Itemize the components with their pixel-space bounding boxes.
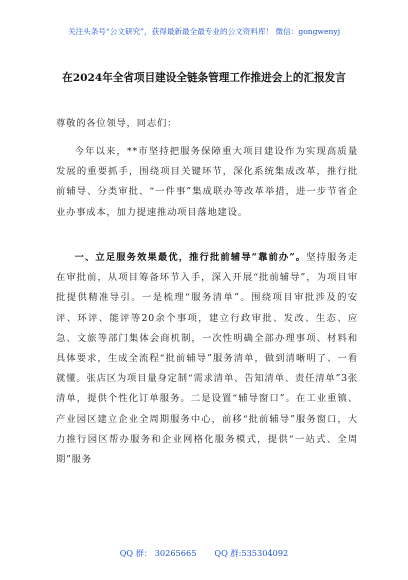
section-body: 坚持服务走在审批前，从项目筹备环节入手，深入开展“批前辅导”，为项目审批提供精准导引。一是梳理“服务清单”。围绕项目审批涉及的安评、环评、能评等20余个事项，建立行政审批、发改、生态、应急、文旅等部门集体会商机制，一次性明确全部办理事项、材料和具体要求，生成全流程“批前辅导”服务清单，做到清晰明了、一看就懂。张店区为项目量身定制“需求清单、告知清单、责任清单”3张清单，提供个性化订单服务。二是设置“辅导窗口”。在工业重镇、产业园区建立企业全周期服务中心，前移“批前辅导”服务窗口，大力推行园区帮办服务和企业网格化服务模式，提供“一站式、全周期”服务 — [56, 252, 358, 466]
header-banner: 关注头条号“公文研究”，获得最新最全最专业的公文资料库！ 微信：gongwenyj — [67, 27, 341, 36]
footer-qq-group-1: QQ 群： 30265665 — [119, 548, 197, 558]
salutation: 尊敬的各位领导，同志们： — [56, 118, 178, 129]
footer-banner — [0, 548, 408, 559]
paragraph-intro: 今年以来，**市坚持把服务保障重大项目建设作为实现高质量发展的重要抓手，围绕项目关键环节，深化系统集成改革，推行批前辅导、分类审批、“一件事”集成联办等改革举措，进一步节省企业办事成本，加力提速推动项目落地建设。 — [56, 146, 358, 218]
footer-qq-group-2: QQ 群:535304092 — [214, 548, 289, 558]
paragraph-section-one — [56, 248, 358, 470]
section-heading: 一、立足服务效果最优，推行批前辅导“靠前办”。 — [74, 252, 307, 263]
document-title: 在2024年全省项目建设全链条管理工作推进会上的汇报发言 — [62, 72, 346, 84]
